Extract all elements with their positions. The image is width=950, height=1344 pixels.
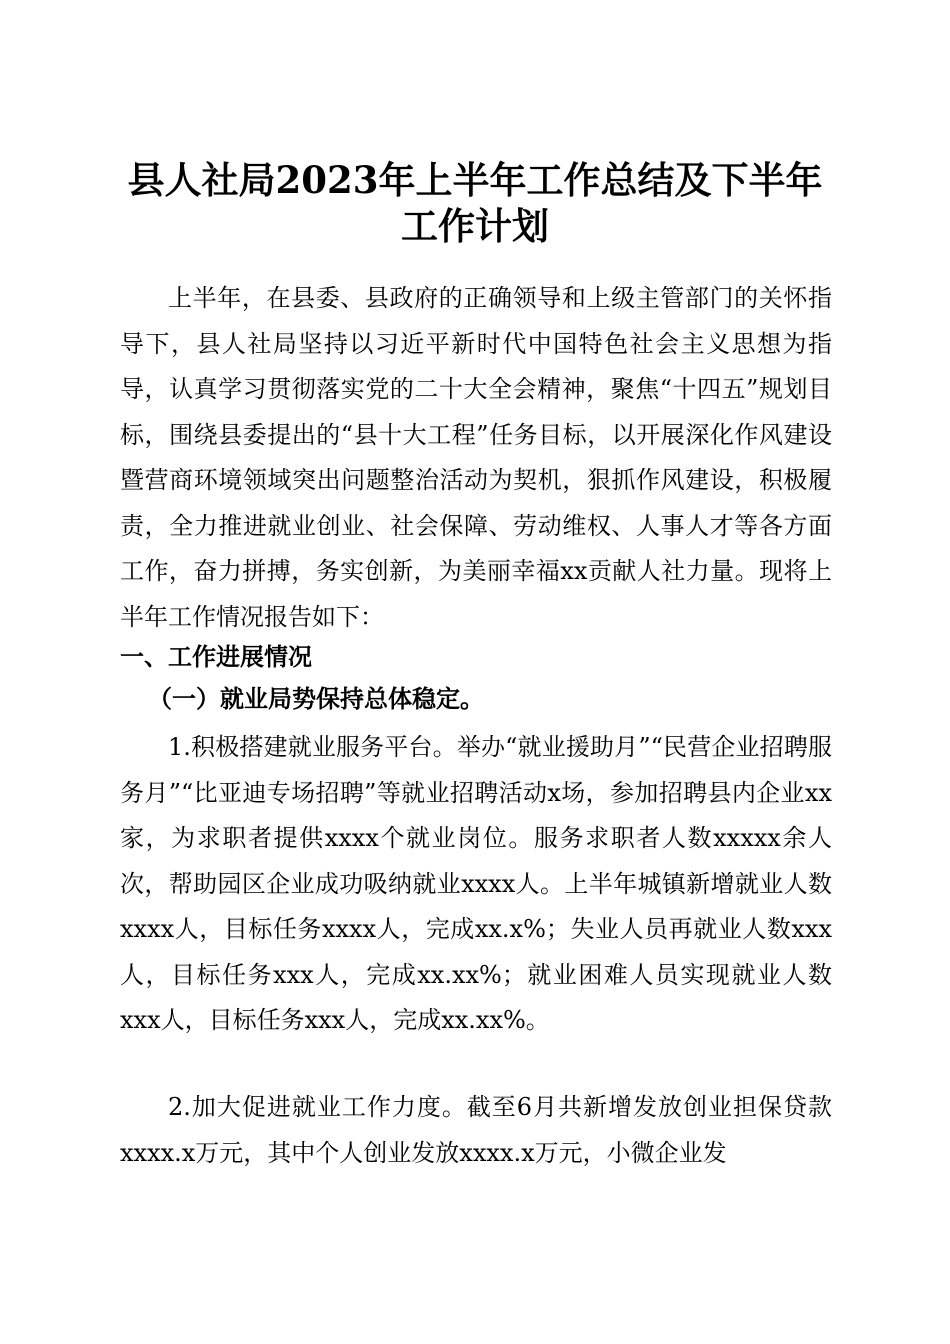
section-heading-1: 一、工作进展情况 [120, 643, 312, 671]
intro-paragraph: 上半年，在县委、县政府的正确领导和上级主管部门的关怀指导下，县人社局坚持以习近平新时代中国特色社会主义思想为指导，认真学习贯彻落实党的二十大全会精神，聚焦“十四五”规划目标，围绕县委提出的“县十大工程”任务目标，以开展深化作风建设暨营商环境领域突出问题整治活动为契机，狠抓作风建设，积极履责，全力推进就业创业、社会保障、劳动维权、人事人才等各方面工作，奋力拼搏，务实创新，为美丽幸福xx贡献人社力量。现将上半年工作情况报告如下： [120, 284, 832, 631]
subsection-heading-1: （一）就业局势保持总体稳定。 [148, 684, 484, 713]
item-paragraph-2: 2.加大促进就业工作力度。截至6月共新增发放创业担保贷款xxxx.x万元，其中个人创业发放xxxx.x万元，小微企业发 [120, 1093, 832, 1167]
document-title: 县人社局2023年上半年工作总结及下半年工作计划 [127, 157, 823, 248]
item-paragraph-1: 1.积极搭建就业服务平台。举办“就业援助月”“民营企业招聘服务月”“比亚迪专场招聘”等就业招聘活动x场，参加招聘县内企业xx家，为求职者提供xxxx个就业岗位。服务求职者人数xxxxx余人次，帮助园区企业成功吸纳就业xxxx人。上半年城镇新增就业人数xxxx人，目标任务xxxx人，完成xx.x%；失业人员再就业人数xxx人，目标任务xxx人，完成xx.xx%；就业困难人员实现就业人数xxx人，目标任务xxx人，完成xx.xx%。 [120, 733, 832, 1034]
